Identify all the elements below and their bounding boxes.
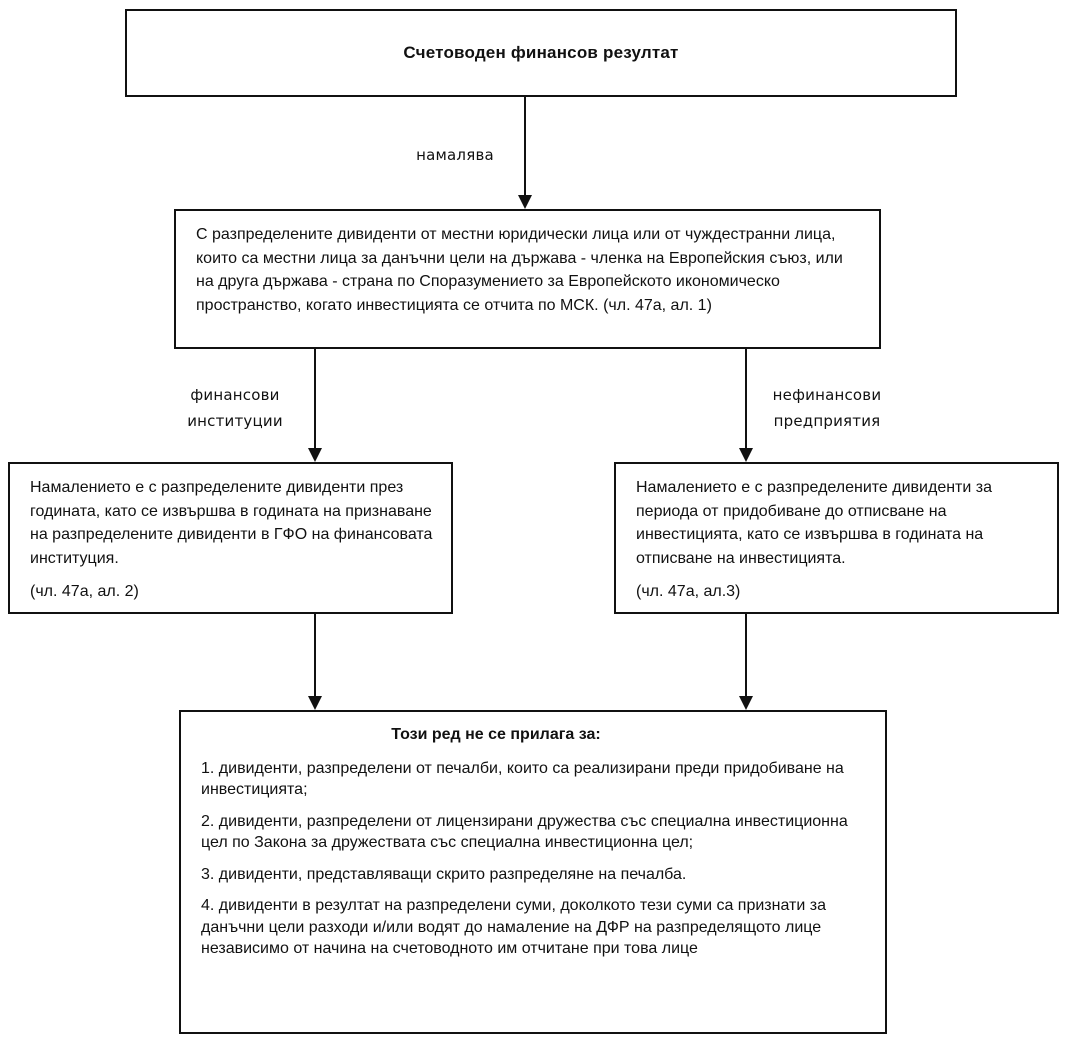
exception-item-4: 4. дивиденти в резултат на разпределени суми, доколкото тези суми са признати за данъчни цели разходи и/или водят до намаление на ДФР на разпределящото лице независимо от начина на счетоводното им отчитане при това лице: [201, 897, 826, 957]
title-text: Счетоводен финансов резултат: [403, 43, 679, 62]
nonfinancial-enterprises-text: Намалението е с разпределените дивиденти за периода от придобиване до отписване на инвестицията, като се извършва в годината на отписване на инвестицията.: [636, 479, 992, 567]
edge-label-nonfinancial-line2: предприятия: [773, 412, 881, 430]
financial-institutions-box: [8, 462, 453, 614]
connector-nonfinancial-to-exceptions: [745, 614, 747, 698]
connector-financial-to-exceptions: [314, 614, 316, 698]
edge-label-financial-line1: финансови: [190, 386, 280, 404]
nonfinancial-enterprises-ref: (чл. 47а, ал.3): [636, 583, 741, 600]
edge-label-nonfinancial: [752, 382, 902, 434]
exception-item-3: 3. дивиденти, представляващи скрито разпределяне на печалба.: [201, 865, 687, 883]
connector-title-to-main: [524, 97, 526, 197]
nonfinancial-enterprises-box: [614, 462, 1059, 614]
arrowhead-nonfinancial-to-exceptions: [739, 696, 753, 710]
arrowhead-title-to-main: [518, 195, 532, 209]
arrowhead-financial-to-exceptions: [308, 696, 322, 710]
edge-label-financial-line2: институции: [187, 412, 283, 430]
exception-item-2: 2. дивиденти, разпределени от лицензирани дружества със специална инвестиционна цел по Закона за дружествата със специална инвестиционна цел;: [201, 812, 848, 851]
edge-label-financial: [160, 382, 310, 434]
connector-main-to-nonfinancial: [745, 349, 747, 450]
connector-main-to-financial: [314, 349, 316, 450]
edge-label-reduces: намалява: [416, 146, 494, 164]
main-condition-text: С разпределените дивиденти от местни юридически лица или от чуждестранни лица, които са местни лица за данъчни цели на държава - членка на Европейския съюз, или на друга държава - страна по Споразумението за Европейското икономическо пространство, когато инвестицията се отчита по МСК. (чл. 47а, ал. 1): [196, 226, 843, 314]
exception-item-1: 1. дивиденти, разпределени от печалби, които са реализирани преди придобиване на инвестицията;: [201, 759, 844, 798]
exceptions-box: [179, 710, 887, 1034]
edge-label-nonfinancial-line1: нефинансови: [772, 386, 882, 404]
arrowhead-main-to-nonfinancial: [739, 448, 753, 462]
title-box: [125, 9, 957, 97]
main-condition-box: [174, 209, 881, 349]
arrowhead-main-to-financial: [308, 448, 322, 462]
financial-institutions-text: Намалението е с разпределените дивиденти през годината, като се извършва в годината на признаване на разпределените дивиденти в ГФО на финансовата институция.: [30, 479, 433, 567]
financial-institutions-ref: (чл. 47а, ал. 2): [30, 583, 139, 600]
exceptions-title: Този ред не се прилага за:: [391, 726, 601, 743]
